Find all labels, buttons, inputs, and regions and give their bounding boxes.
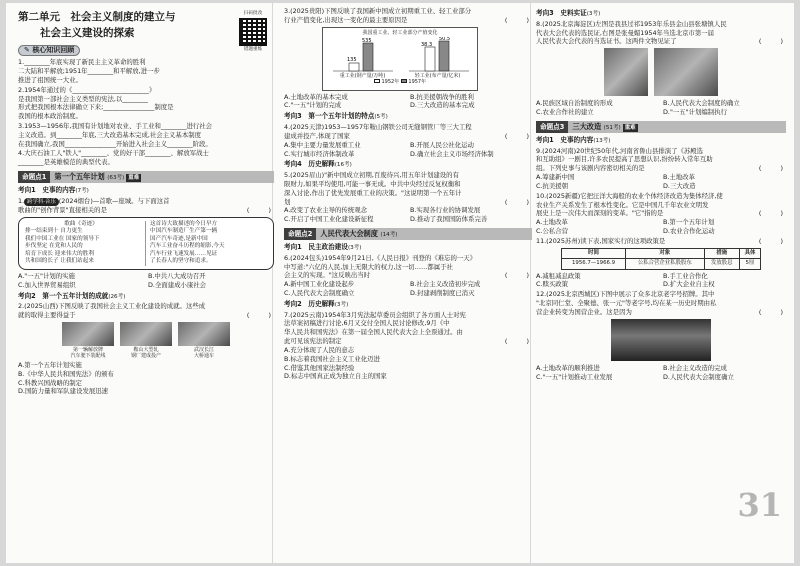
- options: [18, 272, 274, 290]
- question-6: 6.(2024包头)1954年9月21日,《人民日报》刊登的《难忘的一天》 中写道:"六亿的人民,加上无限大的权力,这一切……都属于社 会主义的实现。"这反映出当时 ( ) A.新中国工业化建设起步 B.社会主义改造初步完成 C.人民代表大会制度确立 D.封建剥削制度已消灭: [284, 254, 532, 298]
- bar-heavy-1957: [363, 43, 373, 71]
- option-a[interactable]: A.土地改革的基本完成: [284, 92, 348, 101]
- option-b[interactable]: B.社会主义改造的完成: [663, 363, 727, 372]
- option-b[interactable]: B.实现各行业的协调发展: [410, 206, 481, 215]
- direction-label: 考向3 第一个五年计划的特点(5考): [284, 112, 388, 121]
- option-c[interactable]: C.农业合作社的建立: [536, 108, 594, 117]
- question-10: 10.(2025新疆)它把汪洋大海般的农业个体经济改造为集体经济,使 农业生产关系发生了根本性变化。它是中国几千年农业文明发 展史上是一次伟大而深刻的变革。"它"指的是 ( ) A.土地改革 B.第一个五年计划 C.公私合营 D.农业合作化运动: [536, 192, 786, 236]
- option-a[interactable]: A.土地改革的顺利推进: [536, 363, 600, 372]
- section-2-header: 命题点2 人民代表大会制度 (14考): [284, 228, 532, 240]
- photo-steel-plant: 鞍山大型轧 钢厂建成投产: [120, 322, 172, 359]
- bar-light-1957: [439, 41, 449, 71]
- artifact-photos: [536, 48, 786, 97]
- option-d[interactable]: D.三大改造: [663, 181, 696, 190]
- option-a[interactable]: A.筹建新中国: [536, 173, 575, 182]
- question-12: 12.(2025北京西城区)下图中展示了众多北京老字号招牌。其中 "北京同仁堂、全聚德、张一元"等老字号,均在某一历史时期由私 营企业转变为国营企业。这是因为 ( ) A.土地改革的顺利推进 B.社会主义改造的完成 C."一五"计划推动工业发展 D.人民代表大会制度确立: [536, 290, 786, 381]
- bar-light-1952: [425, 47, 435, 71]
- option-d[interactable]: D.国防力量和军队建设发展迅速: [18, 387, 109, 396]
- question-7: 7.(2025云南)1954年3月宪法起草委员会组织了各方面人士对宪 法草案初稿进行讨论,6月又交付全国人民讨论修改,9月《中 华人民共和国宪法》在第一届全国人民代表大会上全票通过。由 此可见该宪法的制定 ( ) A.充分体现了人民的意志 B.标志着我国社会主义工业化迈进 C.借鉴其他国家法制经验 D.标志中国真正成为独立自主的国家: [284, 311, 532, 382]
- option-c[interactable]: C.赎买政策: [536, 280, 569, 289]
- option-b[interactable]: B.手工业合作化: [663, 271, 708, 280]
- option-a[interactable]: A.新中国工业化建设起步: [284, 280, 355, 289]
- unit-title: 第二单元 社会主义制度的建立与 社会主义建设的探索: [18, 11, 176, 40]
- question-5: 5.(2025眉山)"新中国成立初期,百废待兴,用五年计划建设的有 限财力,如果平均使用,可能一事无成。中共中央经过反复权衡和 深入讨论,作出了优先发展重工业的决策。"这说明第一个五年计 划 ( ) A.改变了农业主导的传统观念 B.实现各行业的协调发展 C.开启了中国工业化建设新征程 D.推动了我国国防体系完善: [284, 171, 532, 224]
- option-c[interactable]: C.抗美援朝: [536, 181, 569, 190]
- page-number: 31: [737, 485, 782, 524]
- option-a[interactable]: A."一五"计划的实施: [18, 271, 75, 280]
- question-11: 11.(2025苏州)读下表,国家实行的这项政策是 ( ) 时间 对象 措施 具体 1956.7—1966.9 公私合营企业私股股东 发放股息 5厘 A.减租减息政策 B.手工业合作化 C.赎买政策 D.扩大企业自主权: [536, 237, 786, 289]
- options: [536, 218, 786, 236]
- option-b[interactable]: B.社会主义改造初步完成: [410, 280, 481, 289]
- qr-label-top: 扫码批改: [243, 11, 263, 16]
- option-c[interactable]: C.科教兴国战略的制定: [18, 378, 83, 387]
- direction-label: 考向1 史事的内容(7考): [18, 186, 89, 195]
- option-b[interactable]: B.《中华人民共和国宪法》的颁布: [18, 369, 114, 378]
- song-lyrics-box: 歌曲《奇迹》 排一结束到十 自力更生 我们中国工业在 国家的领导下 步伐坚定 在党和人民的 培育下成长 迎来伟大的胜利 共和国的长子 让我们站起来 这首诗大致描述的今日早方 中国汽车制造厂生产第一辆 国产汽车奇迹,是新中国 汽车工业奋斗历程的缩影,今天 汽车行业飞速发展……见证 了长春人的坚守和追求。: [18, 217, 274, 270]
- question-8: 8.(2025北京海淀区)左图是我县过祁1953年乐县金山县张塘镇人民 代表大会代表的选民证,右图是张曼媚1954年当选北京市第一届 人民代表大会代表的当选证书。这两件文物见证了 ( ) A.民族区域自治制度的形成 B.人民代表大会制度的确立 C.农业合作社的建立 D."一五"计划编制执行: [536, 20, 786, 117]
- option-a[interactable]: A.土地改革: [536, 218, 568, 227]
- options: [536, 364, 786, 382]
- signboard-photo: [536, 319, 786, 362]
- svg-text:535: 535: [362, 37, 372, 44]
- options: [284, 206, 532, 224]
- svg-text:50.5: 50.5: [439, 36, 451, 42]
- photo-truck: 第一辆解放牌 汽车驶下装配线: [62, 322, 114, 359]
- qr-label-bottom: 错题重练: [243, 46, 263, 52]
- knowledge-1: 1.________年底实现了新民主主义革命的胜利 二大陆和平解放;1951年________和平解放,进一步 推进了祖国统一大业。: [18, 58, 160, 84]
- option-b[interactable]: B.土地改革: [663, 173, 695, 182]
- option-b[interactable]: B.标志着我国社会主义工业化迈进: [284, 354, 380, 363]
- photo-certificate: [654, 48, 718, 97]
- policy-table: 时间 对象 措施 具体 1956.7—1966.9 公私合营企业私股股东 发放股息 5厘: [561, 248, 761, 270]
- option-b[interactable]: B.抗美援朝战争的胜利: [410, 92, 474, 101]
- knowledge-2: 2.1954年通过的《________________________》 是我国第一部社会主义类型的宪法,以________ 形式把我国根本法律确立下来;________________制度是 我国的根本政治制度。: [18, 85, 174, 121]
- production-chart: 我国重工业、轻工业部分产值变化 135 535 38.3 50.5 重工业(钢产量/万吨) 轻工业(布产量/亿米) 1952年 1957年: [322, 27, 478, 91]
- option-c[interactable]: C.借鉴其他国家法制经验: [284, 363, 355, 372]
- option-a[interactable]: A.集中主要力量发展重工业: [284, 140, 361, 149]
- cross-subject-badge: 跨学科·音乐: [24, 198, 59, 206]
- qr-block[interactable]: [236, 11, 270, 52]
- knowledge-4: 4.大庆石油工人"铁人"________、党的好干部________、解放军战士 ________是英雄模范的典型代表。: [18, 149, 209, 167]
- question-9: 9.(2024河南)20世纪50年代,河南省鲁山县排演了《苏殿选 和互助组》一剧目,许多农民提高了思想认识,纷纷转入常年互助 组。下列史事与该剧内容密切相关的是 ( ) A.筹建新中国 B.土地改革 C.抗美援朝 D.三大改造: [536, 147, 786, 191]
- question-4: 4.(2025天津)1953—1957年鞍山钢铁公司无缝钢管厂等三大工程 建成并投产,体现了国家 ( ) A.集中主要力量发展重工业 B.开展人民公社化运动 C.实行城市经济体制改革 D.确立社会主义市场经济体制: [284, 123, 532, 158]
- option-c[interactable]: C."一五"计划的完成: [284, 101, 342, 110]
- options: [284, 346, 532, 381]
- photo-row: [18, 322, 274, 359]
- svg-text:38.3: 38.3: [421, 41, 433, 48]
- option-a[interactable]: A.减租减息政策: [536, 271, 581, 280]
- core-header: ✎ 核心知识回顾: [18, 45, 80, 57]
- options: [536, 173, 786, 191]
- option-c[interactable]: C.人民代表大会制度确立: [284, 289, 355, 298]
- question-1: 1. 跨学科·音乐 (2024烟台)—首歌—座城。与下面这首 歌曲的"创作背景"直接相关的是 ( ) 歌曲《奇迹》 排一结束到十 自力更生 我们中国工业在 国家的领导下 步伐坚定 在党和人民的 培育下成长 迎来伟大的胜利 共和国的长子 让我们站起来 这首诗大致描述的今日早方 中国汽车制造厂生产第一辆 国产汽车奇迹,是新中国 汽车工业奋斗历程的缩影,今天 汽车行业飞速发展……见证 了长春人的坚守和追求。 A."一五"计划的实施 B.中共八大成功召开 C.加入世界贸易组织 D.全面建成小康社会: [18, 197, 274, 290]
- options: [18, 361, 274, 396]
- document-page: [6, 3, 794, 563]
- direction-label: 考向2 历史解释(3考): [284, 299, 349, 308]
- direction-label: 考向3 史料实证(3考): [536, 9, 601, 17]
- direction-label: 考向1 民主政治建设(3考): [284, 243, 362, 252]
- option-a[interactable]: A.改变了农业主导的传统观念: [284, 206, 367, 215]
- column-right: [536, 7, 786, 563]
- option-d[interactable]: D.全面建成小康社会: [148, 280, 207, 289]
- svg-text:135: 135: [347, 56, 357, 63]
- option-d[interactable]: D.扩大企业自主权: [663, 280, 715, 289]
- option-d[interactable]: D.确立社会主义市场经济体制: [410, 149, 494, 158]
- photo-voter-card: [604, 48, 648, 97]
- qr-code-icon[interactable]: [239, 18, 267, 46]
- question-2: 2.(2025山西)下图反映了我国社会主义工业化建设的成就。这些成 就的取得主要得益于 ( ) 第一辆解放牌 汽车驶下装配线 鞍山大型轧 钢厂建成投产 武汉长江 大桥通车 A.第一个五年计划实施 B.《中华人民共和国宪法》的颁布 C.科教兴国战略的制定 D.国防力量和军队建设发展迅速: [18, 302, 274, 396]
- option-d[interactable]: D.封建剥削制度已消灭: [410, 289, 475, 298]
- section-3-header: 命题点3 三大改造 (51考) 重难: [536, 121, 786, 133]
- option-c[interactable]: C.实行城市经济体制改革: [284, 149, 355, 158]
- direction-label: 考向2 第一个五年计划的成就(26考): [18, 291, 126, 300]
- bar-heavy-1952: [349, 63, 359, 71]
- option-c[interactable]: C."一五"计划推动工业发展: [536, 372, 613, 381]
- direction-label: 考向1 史事的内容(13考): [536, 135, 611, 144]
- options: [536, 272, 786, 290]
- option-b[interactable]: B.开展人民公社化运动: [410, 140, 474, 149]
- direction-label: 考向4 历史解释(16考): [284, 160, 352, 169]
- options: [536, 99, 786, 117]
- option-b[interactable]: B.第一个五年计划: [663, 218, 715, 227]
- option-d[interactable]: D.农业合作化运动: [663, 227, 715, 236]
- option-d[interactable]: D."一五"计划编制执行: [663, 108, 727, 117]
- options: [284, 93, 532, 111]
- option-d[interactable]: D.推动了我国国防体系完善: [410, 215, 488, 224]
- option-d[interactable]: D.人民代表大会制度确立: [663, 372, 734, 381]
- option-c[interactable]: C.公私合营: [536, 227, 569, 236]
- option-d[interactable]: D.三大改造的基本完成: [410, 101, 475, 110]
- options: [284, 280, 532, 298]
- knowledge-3: 3.1953—1956年,我国有计划地对农业、手工业和________进行社会 主义改造。到________年底,三大改造基本完成,社会主义基本制度 在我国确立,我国________________开始进入社会主义________阶段。: [18, 121, 213, 148]
- option-a[interactable]: A.第一个五年计划实施: [18, 360, 82, 369]
- column-left: [18, 9, 274, 563]
- section-1-header: 命题点1 第一个五年计划 (63考) 重难: [18, 171, 274, 183]
- option-d[interactable]: D.标志中国真正成为独立自主的国家: [284, 372, 387, 381]
- photo-bridge: 武汉长江 大桥通车: [178, 322, 230, 359]
- option-c[interactable]: C.开启了中国工业化建设新征程: [284, 215, 374, 224]
- option-b[interactable]: B.中共八大成功召开: [148, 271, 206, 280]
- option-b[interactable]: B.人民代表大会制度的确立: [663, 99, 740, 108]
- option-a[interactable]: A.民族区域自治制度的形成: [536, 99, 613, 108]
- option-a[interactable]: A.充分体现了人民的意志: [284, 345, 355, 354]
- options: [284, 141, 532, 159]
- question-3: 3.(2025贵阳)下图反映了我国新中国成立初期重工业、轻工业部分 行业产值变化,出现这一变化的最主要原因是 ( ) 我国重工业、轻工业部分产值变化 135 535 38.3 50.5 重工业(钢产量/万吨) 轻工业(布产量/亿米) 1952年 1957年 A.土地改革的基本完成 B.抗美援朝战争的胜利 C."一五"计划的完成 D.三大改造的基本完成: [284, 7, 532, 110]
- option-c[interactable]: C.加入世界贸易组织: [18, 280, 76, 289]
- column-middle: [284, 7, 532, 563]
